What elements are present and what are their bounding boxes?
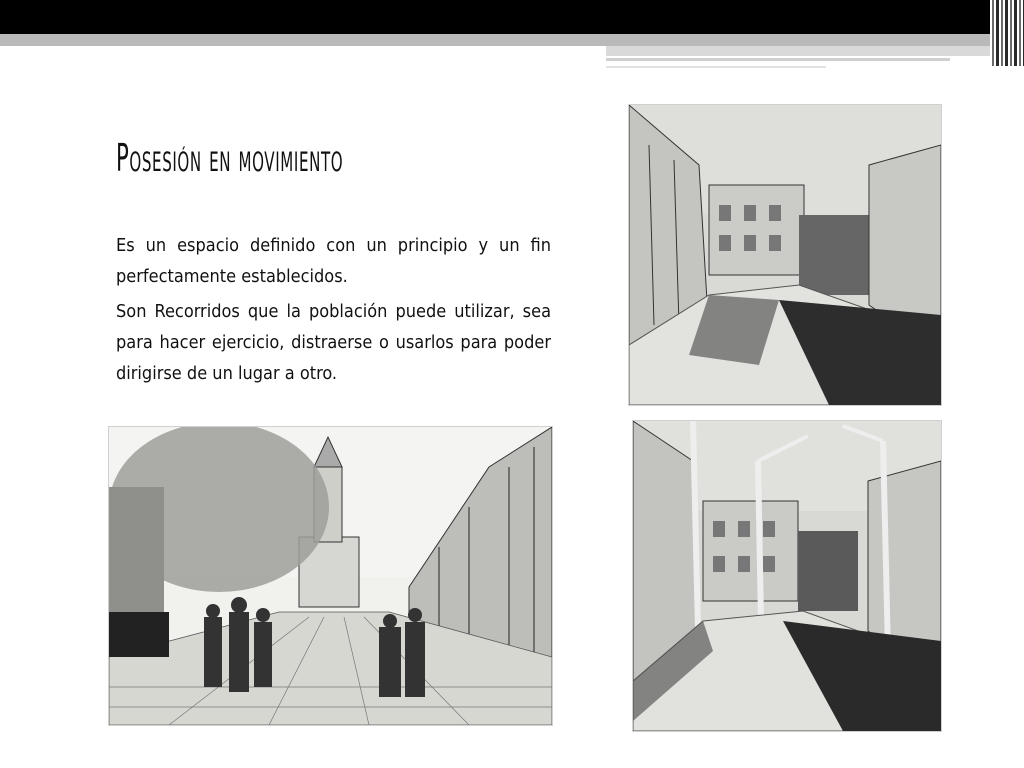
paragraph-2: Son Recorridos que la población puede utilizar, sea para hacer ejercicio, distraerse o usarlos para poder dirigirse de un lugar a otro. <box>116 301 551 384</box>
header-bar <box>0 0 1024 34</box>
header-line-secondary <box>606 66 826 68</box>
street-perspective-sketch-top <box>628 104 942 406</box>
street-sketch-image <box>108 426 553 726</box>
paragraph-1: Es un espacio definido con un principio y un fin perfectamente establecidos. <box>116 235 551 287</box>
header-stripe-secondary <box>606 46 1006 56</box>
slide-title: Posesión en movimiento <box>116 136 344 180</box>
header-stripe <box>0 34 1024 46</box>
slide-body <box>116 230 551 393</box>
street-perspective-sketch-bottom <box>632 420 942 732</box>
corner-stripes-decoration <box>990 0 1024 66</box>
header-line <box>606 58 950 61</box>
